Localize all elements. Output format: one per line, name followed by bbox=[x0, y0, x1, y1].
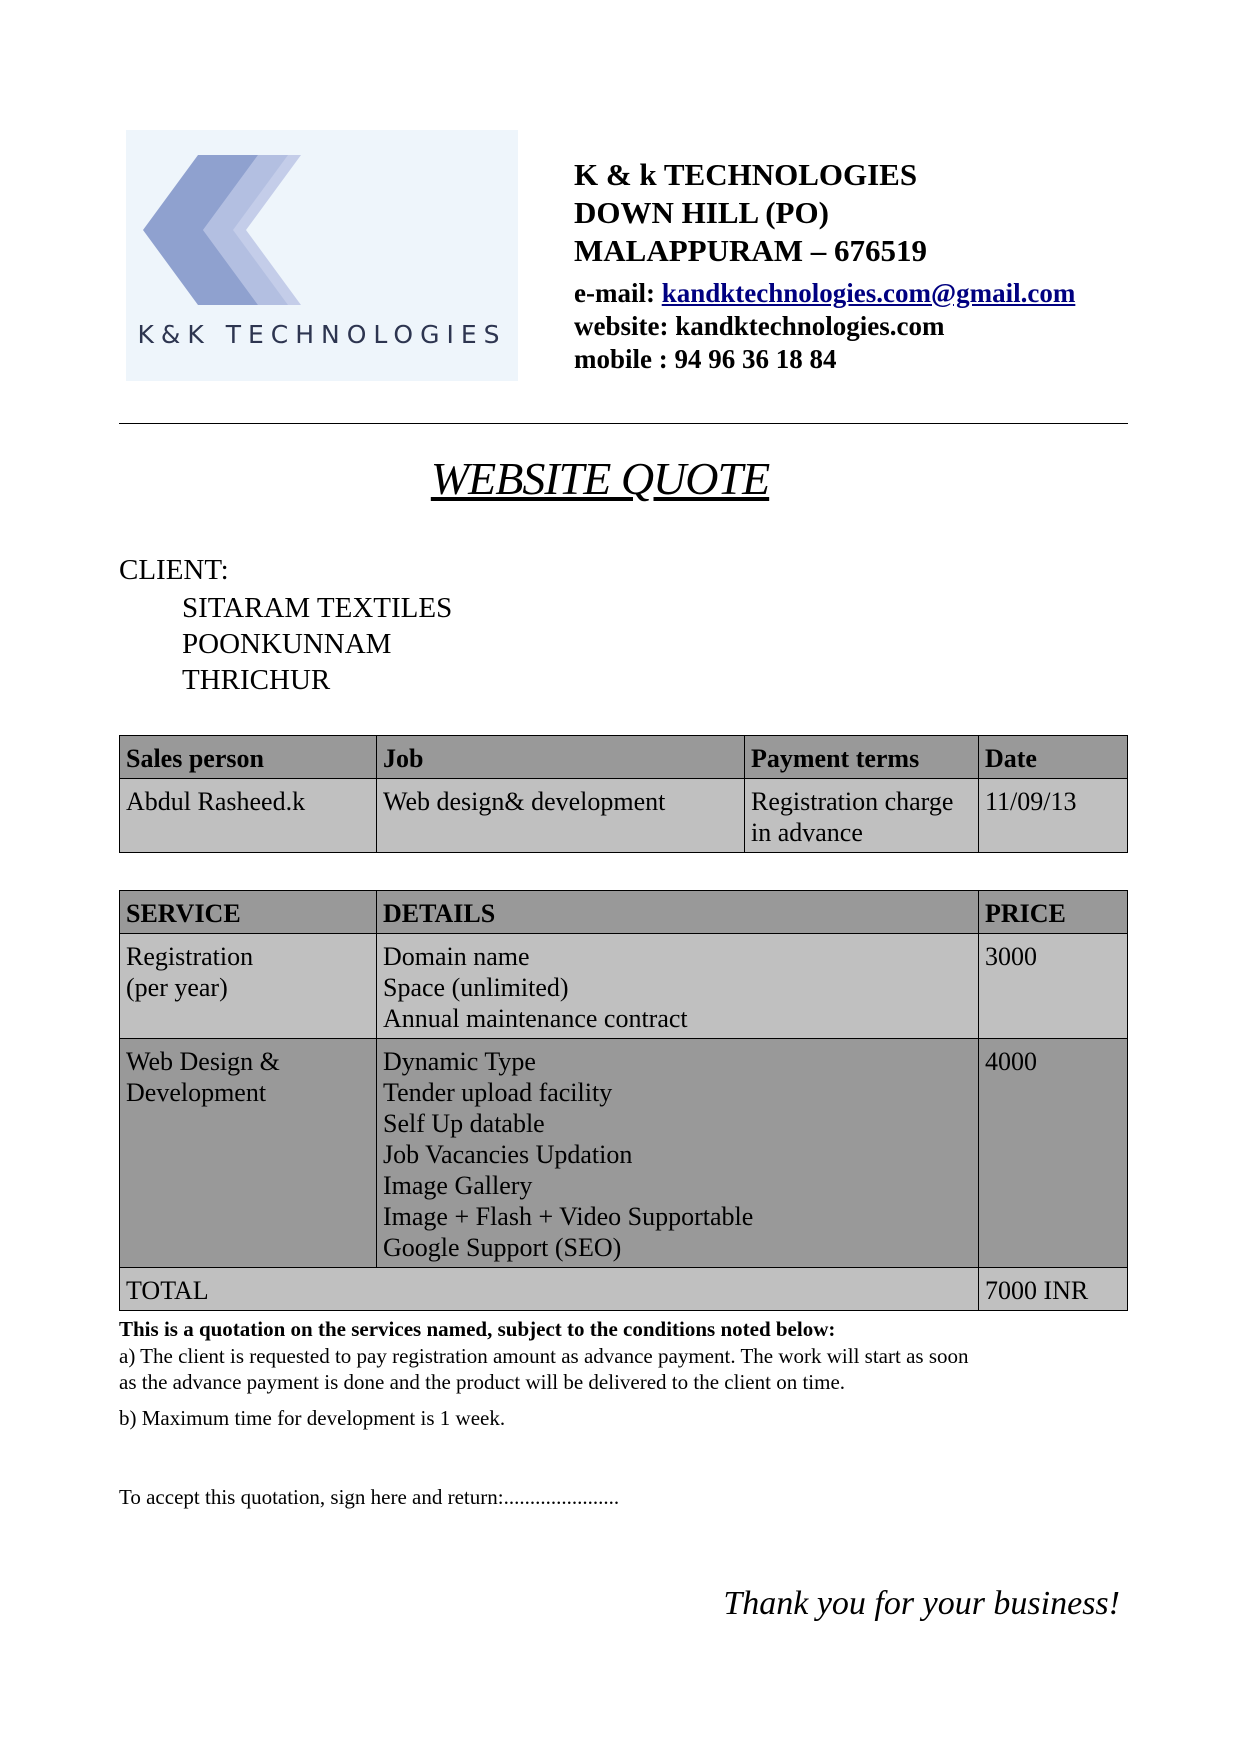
client-address bbox=[182, 590, 452, 698]
client-name: SITARAM TEXTILES bbox=[182, 592, 453, 624]
table-row bbox=[120, 934, 1128, 1039]
table-row bbox=[120, 1039, 1128, 1268]
terms-heading: This is a quotation on the services named, subject to the conditions noted below: bbox=[119, 1317, 836, 1341]
company-logo bbox=[126, 130, 518, 381]
detail-line: Self Up datable bbox=[383, 1109, 545, 1138]
term-a-line-2: as the advance payment is done and the product will be delivered to the client on time. bbox=[119, 1370, 846, 1394]
header-details: DETAILS bbox=[377, 891, 979, 934]
email-label: e-mail: bbox=[574, 278, 655, 308]
payment-terms-cell: Registration charge in advance bbox=[745, 779, 979, 853]
details-cell bbox=[377, 1039, 979, 1268]
mobile-value: 94 96 36 18 84 bbox=[674, 344, 837, 374]
price-cell: 4000 bbox=[979, 1039, 1128, 1268]
website-row bbox=[574, 310, 1075, 343]
company-address-line-2: MALAPPURAM – 676519 bbox=[574, 233, 928, 268]
signature-prompt: To accept this quotation, sign here and return:...................... bbox=[119, 1485, 620, 1509]
service-line: Development bbox=[126, 1078, 267, 1107]
detail-line: Image + Flash + Video Supportable bbox=[383, 1202, 754, 1231]
term-a-line-1: a) The client is requested to pay registration amount as advance payment. The work will start as soon bbox=[119, 1344, 969, 1368]
company-header bbox=[574, 156, 927, 270]
job-cell: Web design& development bbox=[377, 779, 745, 853]
client-label: CLIENT: bbox=[119, 554, 229, 586]
document-title: WEBSITE QUOTE bbox=[430, 453, 770, 504]
date-cell: 11/09/13 bbox=[979, 779, 1128, 853]
table-row bbox=[120, 779, 1128, 853]
header-divider bbox=[119, 423, 1128, 424]
mobile-row bbox=[574, 343, 1075, 376]
service-line: Web Design & bbox=[126, 1047, 280, 1076]
detail-line: Annual maintenance contract bbox=[383, 1004, 688, 1033]
client-address-line: POONKUNNAM bbox=[182, 628, 392, 660]
service-line: (per year) bbox=[126, 973, 228, 1002]
detail-line: Dynamic Type bbox=[383, 1047, 536, 1076]
sales-person-cell: Abdul Rasheed.k bbox=[120, 779, 377, 853]
company-contacts bbox=[574, 277, 1075, 376]
header-sales-person: Sales person bbox=[120, 736, 377, 779]
total-value: 7000 INR bbox=[979, 1268, 1128, 1311]
service-cell bbox=[120, 1039, 377, 1268]
logo-text: K&K TECHNOLOGIES bbox=[137, 320, 507, 349]
email-row bbox=[574, 277, 1075, 310]
table-header-row bbox=[120, 891, 1128, 934]
services-table bbox=[119, 890, 1128, 1311]
email-link[interactable]: kandktechnologies.com@gmail.com bbox=[661, 278, 1076, 308]
total-row bbox=[120, 1268, 1128, 1311]
detail-line: Job Vacancies Updation bbox=[383, 1140, 633, 1169]
service-line: Registration bbox=[126, 942, 254, 971]
details-cell bbox=[377, 934, 979, 1039]
website-label: website: bbox=[574, 311, 669, 341]
company-address-line-1: DOWN HILL (PO) bbox=[574, 195, 829, 230]
detail-line: Space (unlimited) bbox=[383, 973, 569, 1002]
service-cell bbox=[120, 934, 377, 1039]
mobile-label: mobile : bbox=[574, 344, 668, 374]
header-service: SERVICE bbox=[120, 891, 377, 934]
header-date: Date bbox=[979, 736, 1128, 779]
closing-message: Thank you for your business! bbox=[723, 1585, 1120, 1622]
term-b: b) Maximum time for development is 1 week. bbox=[119, 1406, 506, 1430]
detail-line: Google Support (SEO) bbox=[383, 1233, 622, 1262]
detail-line: Tender upload facility bbox=[383, 1078, 613, 1107]
website-value: kandktechnologies.com bbox=[675, 311, 945, 341]
total-label: TOTAL bbox=[120, 1268, 979, 1311]
header-payment-terms: Payment terms bbox=[745, 736, 979, 779]
detail-line: Image Gallery bbox=[383, 1171, 533, 1200]
quote-info-table bbox=[119, 735, 1128, 853]
price-cell: 3000 bbox=[979, 934, 1128, 1039]
header-price: PRICE bbox=[979, 891, 1128, 934]
detail-line: Domain name bbox=[383, 942, 530, 971]
client-address-line: THRICHUR bbox=[182, 664, 331, 696]
table-header-row bbox=[120, 736, 1128, 779]
company-name: K & k TECHNOLOGIES bbox=[574, 157, 918, 192]
header-job: Job bbox=[377, 736, 745, 779]
